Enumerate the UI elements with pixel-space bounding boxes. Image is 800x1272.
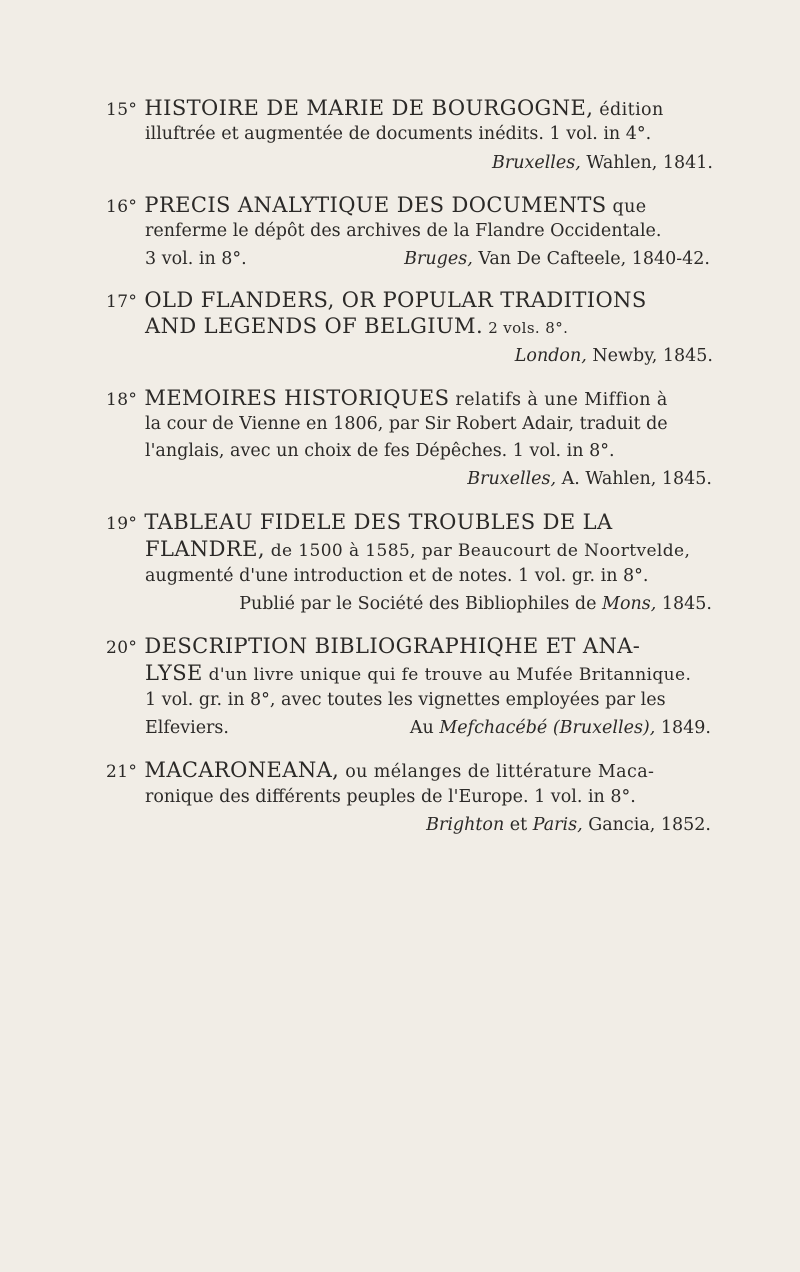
imprint-rest: A. Wahlen, 1845.	[556, 469, 712, 489]
imprint-prefix: Publié par le Société des Bibliophiles de	[239, 594, 603, 614]
entry-title-rest: 2 vols. 8°.	[483, 319, 569, 337]
entry-heading	[106, 758, 654, 784]
entry-imprint	[410, 718, 711, 738]
imprint-rest: Van De Cafteele, 1840-42.	[472, 249, 710, 269]
entry-line: illuftrée et augmentée de documents inédits. 1 vol. in 4°.	[145, 124, 652, 144]
entry-title: TABLEAU FIDELE DES TROUBLES DE LA	[144, 510, 613, 534]
entry-title: PRECIS ANALYTIQUE DES DOCUMENTS	[144, 193, 607, 217]
entry-heading-cont	[145, 537, 690, 563]
entry-title: DESCRIPTION BIBLIOGRAPHIQHE ET ANA-	[144, 634, 641, 658]
imprint-place: Mons,	[602, 594, 657, 614]
entry-title-cont: FLANDRE,	[145, 537, 265, 561]
imprint-rest: Gancia, 1852.	[582, 815, 711, 835]
entry-heading	[106, 288, 647, 314]
entry-line: Elfeviers.	[145, 718, 229, 738]
entry-title: MACARONEANA,	[144, 758, 340, 782]
entry-title-cont: AND LEGENDS OF BELGIUM.	[145, 314, 484, 338]
entry-number: 15°	[106, 100, 138, 120]
entry-number: 16°	[106, 197, 138, 217]
entry-title-rest: édition	[593, 100, 664, 120]
entry-heading-cont	[145, 314, 568, 340]
imprint-place: Brighton	[426, 815, 505, 835]
entry-title-rest: d'un livre unique qui fe trouve au Mufée Britannique.	[202, 665, 692, 685]
entry-title-rest: que	[606, 197, 647, 217]
entry-title: HISTOIRE DE MARIE DE BOURGOGNE,	[144, 96, 594, 120]
imprint-rest: Newby, 1845.	[586, 346, 713, 366]
entry-title-rest: relatifs à une Miffion à	[449, 390, 668, 410]
entry-number: 17°	[106, 292, 138, 312]
entry-number: 21°	[106, 762, 138, 782]
entry-heading	[106, 634, 640, 660]
entry-imprint	[467, 469, 712, 489]
imprint-place-2: Paris,	[532, 815, 583, 835]
entry-line: la cour de Vienne en 1806, par Sir Robert Adair, traduit de	[145, 414, 668, 434]
imprint-place: Mefchacébé (Bruxelles),	[439, 718, 656, 738]
entry-heading	[106, 193, 647, 219]
entry-imprint	[426, 815, 711, 835]
imprint-prefix: Au	[409, 718, 440, 738]
entry-line: l'anglais, avec un choix de fes Dépêches. 1 vol. in 8°.	[145, 441, 615, 461]
entry-title-rest: ou mélanges de littérature Maca-	[339, 762, 655, 782]
imprint-mid: et	[504, 815, 533, 835]
entry-title: MEMOIRES HISTORIQUES	[144, 386, 450, 410]
entry-title: OLD FLANDERS, OR POPULAR TRADITIONS	[144, 288, 647, 312]
entry-line: 1 vol. gr. in 8°, avec toutes les vignettes employées par les	[145, 690, 666, 710]
entry-line: 3 vol. in 8°.	[145, 249, 247, 269]
entry-heading	[106, 386, 668, 412]
imprint-place: London,	[514, 346, 587, 366]
entry-heading	[106, 96, 664, 122]
imprint-rest: 1849.	[655, 718, 711, 738]
entry-imprint	[404, 249, 710, 269]
entry-heading	[106, 510, 613, 536]
imprint-rest: Wahlen, 1841.	[580, 153, 713, 173]
imprint-place: Bruxelles,	[467, 469, 557, 489]
entry-number: 19°	[106, 514, 138, 534]
entry-line: renferme le dépôt des archives de la Flandre Occidentale.	[145, 221, 662, 241]
entry-line: augmenté d'une introduction et de notes. 1 vol. gr. in 8°.	[145, 566, 649, 586]
imprint-place: Bruxelles,	[491, 153, 581, 173]
imprint-rest: 1845.	[656, 594, 712, 614]
imprint-place: Bruges,	[404, 249, 473, 269]
entry-imprint	[515, 346, 713, 366]
entry-imprint	[492, 153, 713, 173]
entry-line: ronique des différents peuples de l'Europe. 1 vol. in 8°.	[145, 787, 636, 807]
entry-imprint	[239, 594, 712, 614]
entry-title-rest: de 1500 à 1585, par Beaucourt de Noortvelde,	[264, 541, 691, 561]
entry-heading-cont	[145, 661, 691, 687]
entry-number: 18°	[106, 390, 138, 410]
entry-number: 20°	[106, 638, 138, 658]
entry-title-cont: LYSE	[145, 661, 203, 685]
